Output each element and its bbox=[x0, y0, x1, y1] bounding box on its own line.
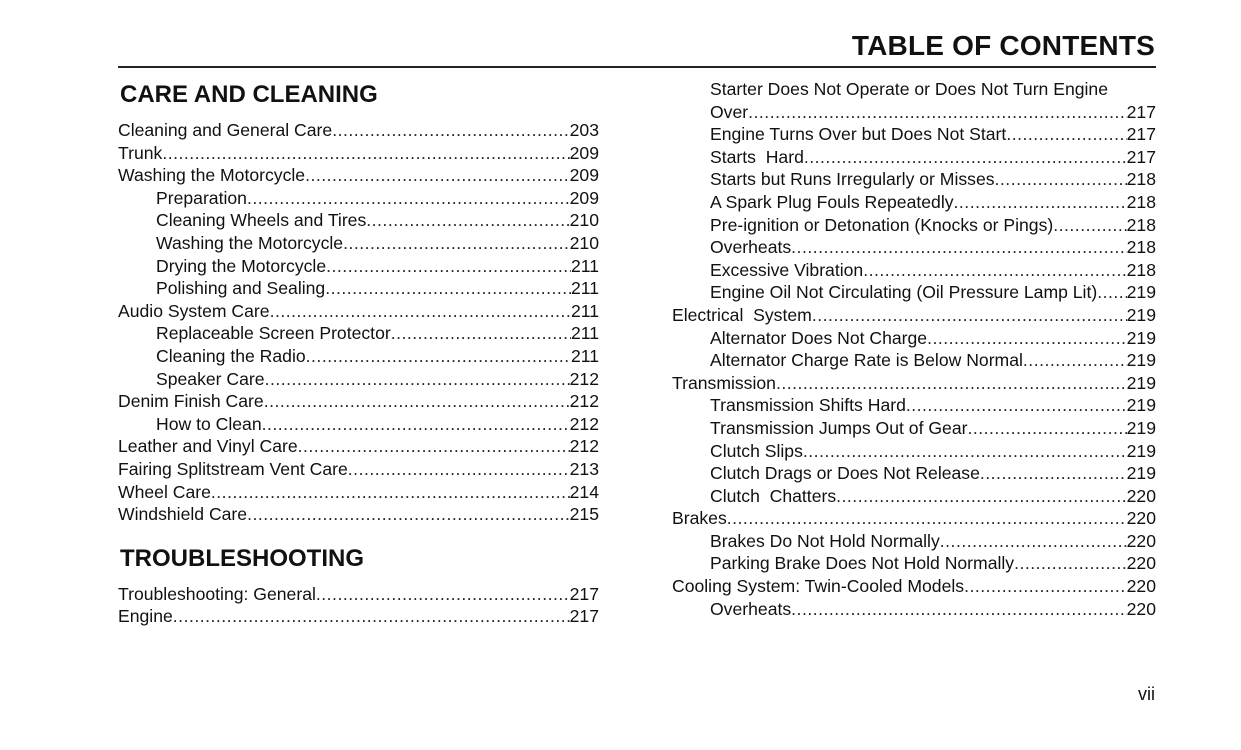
toc-subentry[interactable] bbox=[672, 552, 1156, 575]
toc-entry-page: 214 bbox=[569, 481, 599, 502]
toc-entry-page: 220 bbox=[1126, 485, 1156, 506]
dot-leader bbox=[265, 368, 570, 391]
toc-entry-title: Transmission bbox=[672, 372, 776, 393]
toc-entry-page: 219 bbox=[1126, 372, 1156, 393]
toc-subentry[interactable] bbox=[672, 123, 1156, 146]
toc-entry-page: 217 bbox=[569, 583, 599, 604]
dot-leader bbox=[1023, 349, 1127, 372]
dot-leader bbox=[1014, 552, 1127, 575]
toc-entry-page: 219 bbox=[1126, 350, 1156, 371]
toc-entry-title: Alternator Charge Rate is Below Normal bbox=[710, 350, 1023, 371]
toc-subentry[interactable] bbox=[672, 191, 1156, 214]
toc-entry-title: Pre-ignition or Detonation (Knocks or Pings) bbox=[710, 214, 1054, 235]
toc-entry[interactable] bbox=[118, 458, 599, 481]
toc-entry-title: Washing the Motorcycle bbox=[156, 232, 344, 253]
toc-entry[interactable] bbox=[118, 142, 599, 165]
toc-entry[interactable] bbox=[672, 304, 1156, 327]
dot-leader bbox=[173, 605, 570, 628]
toc-entry-page: 217 bbox=[1126, 146, 1156, 167]
toc-entry-page: 209 bbox=[569, 187, 599, 208]
toc-entry-title: Starts Hard bbox=[710, 146, 804, 167]
dot-leader bbox=[1006, 123, 1126, 146]
toc-entry[interactable] bbox=[672, 507, 1156, 530]
toc-entry-title: Engine Turns Over but Does Not Start bbox=[710, 124, 1007, 145]
toc-subentry[interactable] bbox=[672, 281, 1156, 304]
toc-subentry[interactable] bbox=[672, 440, 1156, 463]
toc-entry-page: 212 bbox=[569, 413, 599, 434]
toc-entry-title: Overheats bbox=[710, 598, 792, 619]
toc-entry-page: 210 bbox=[569, 232, 599, 253]
toc-entry-title: Fairing Splitstream Vent Care bbox=[118, 458, 348, 479]
toc-entry-page: 211 bbox=[570, 255, 599, 276]
toc-entry-page: 219 bbox=[1126, 417, 1156, 438]
toc-entry-title: Wheel Care bbox=[118, 481, 211, 502]
dot-leader bbox=[305, 164, 570, 187]
dot-leader bbox=[964, 575, 1127, 598]
toc-entry-page: 218 bbox=[1126, 237, 1156, 258]
dot-leader bbox=[247, 187, 570, 210]
toc-subentry[interactable] bbox=[672, 394, 1156, 417]
dot-leader bbox=[927, 327, 1127, 350]
dot-leader bbox=[1097, 281, 1126, 304]
toc-entry[interactable] bbox=[118, 503, 599, 526]
dot-leader bbox=[348, 458, 570, 481]
dot-leader bbox=[343, 232, 570, 255]
toc-subentry[interactable] bbox=[672, 259, 1156, 282]
toc-entry[interactable] bbox=[118, 583, 599, 606]
toc-entry-page: 218 bbox=[1126, 169, 1156, 190]
toc-entry-title: Audio System Care bbox=[118, 300, 270, 321]
toc-subentry[interactable] bbox=[672, 327, 1156, 350]
toc-entry-title: Starts but Runs Irregularly or Misses bbox=[710, 169, 995, 190]
toc-right-column bbox=[672, 78, 1156, 620]
toc-entry-title: Transmission Shifts Hard bbox=[710, 395, 906, 416]
toc-entry-title: Brakes bbox=[672, 508, 727, 529]
toc-entry-title: Engine bbox=[118, 606, 173, 627]
toc-entry[interactable] bbox=[672, 372, 1156, 395]
toc-entry-page: 219 bbox=[1126, 395, 1156, 416]
dot-leader bbox=[211, 481, 570, 504]
dot-leader bbox=[270, 300, 571, 323]
dot-leader bbox=[804, 146, 1127, 169]
dot-leader bbox=[954, 191, 1127, 214]
toc-entry-page: 218 bbox=[1126, 191, 1156, 212]
toc-subentry[interactable] bbox=[672, 214, 1156, 237]
toc-entry-title: Leather and Vinyl Care bbox=[118, 436, 298, 457]
toc-entry[interactable] bbox=[118, 481, 599, 504]
toc-entry-page: 219 bbox=[1126, 440, 1156, 461]
dot-leader bbox=[906, 394, 1127, 417]
toc-subentry[interactable] bbox=[118, 232, 599, 255]
toc-entry-title: Excessive Vibration bbox=[710, 259, 864, 280]
toc-entry-title: Cooling System: Twin-Cooled Models bbox=[672, 576, 965, 597]
toc-entry-title: Engine Oil Not Circulating (Oil Pressure Lamp Lit) bbox=[710, 282, 1098, 303]
toc-subentry-wrapped-line[interactable] bbox=[672, 78, 1156, 101]
toc-subentry[interactable] bbox=[672, 485, 1156, 508]
toc-entry-page: 217 bbox=[1126, 101, 1156, 122]
dot-leader bbox=[803, 440, 1127, 463]
dot-leader bbox=[791, 236, 1126, 259]
dot-leader bbox=[1053, 214, 1126, 237]
dot-leader bbox=[262, 413, 570, 436]
toc-entry-page: 211 bbox=[570, 323, 599, 344]
toc-entry-page: 220 bbox=[1126, 553, 1156, 574]
toc-subentry[interactable] bbox=[672, 530, 1156, 553]
toc-entry-page: 212 bbox=[569, 436, 599, 457]
toc-entry-title: Starter Does Not Operate or Does Not Turn Engine bbox=[710, 79, 1109, 99]
toc-entry-title: Clutch Drags or Does Not Release bbox=[710, 463, 980, 484]
toc-entry-page: 203 bbox=[569, 120, 599, 140]
toc-entry-title: Clutch Chatters bbox=[710, 485, 837, 506]
toc-subentry[interactable] bbox=[672, 417, 1156, 440]
toc-entry-page: 217 bbox=[1126, 124, 1156, 145]
dot-leader bbox=[316, 583, 570, 606]
toc-entry-title: Replaceable Screen Protector bbox=[156, 323, 391, 344]
toc-entry-page: 219 bbox=[1126, 463, 1156, 484]
toc-entry[interactable] bbox=[118, 390, 599, 413]
toc-entry-page: 211 bbox=[570, 300, 599, 321]
toc-entry-title: Over bbox=[710, 101, 749, 122]
section-heading-care: CARE AND CLEANING bbox=[120, 81, 378, 108]
toc-entry-page: 220 bbox=[1126, 530, 1156, 551]
toc-subentry[interactable] bbox=[672, 598, 1156, 621]
toc-entry-page: 219 bbox=[1126, 304, 1156, 325]
toc-entry-page: 209 bbox=[569, 165, 599, 186]
toc-entry-title: Windshield Care bbox=[118, 504, 248, 525]
toc-entry-page: 212 bbox=[569, 391, 599, 412]
toc-entry-title: Trunk bbox=[118, 142, 163, 163]
dot-leader bbox=[306, 345, 571, 368]
dot-leader bbox=[995, 168, 1127, 191]
toc-entry-title: Cleaning the Radio bbox=[156, 345, 306, 366]
page-number: vii bbox=[1138, 684, 1155, 704]
toc-entry-page: 220 bbox=[1126, 576, 1156, 597]
dot-leader bbox=[776, 372, 1127, 395]
toc-entry-page: 220 bbox=[1126, 508, 1156, 529]
dot-leader bbox=[791, 598, 1126, 621]
toc-subentry[interactable] bbox=[118, 209, 599, 232]
toc-entry-page: 217 bbox=[569, 606, 599, 627]
toc-entry-title: Cleaning Wheels and Tires bbox=[156, 210, 367, 231]
toc-entry-page: 219 bbox=[1126, 327, 1156, 348]
toc-subentry[interactable] bbox=[672, 349, 1156, 372]
dot-leader bbox=[332, 119, 569, 142]
toc-entry[interactable] bbox=[118, 605, 599, 628]
toc-entry-title: Alternator Does Not Charge bbox=[710, 327, 928, 348]
toc-entry-title: Troubleshooting: General bbox=[118, 583, 316, 604]
toc-entry-title: Overheats bbox=[710, 237, 792, 258]
toc-subentry[interactable] bbox=[118, 277, 599, 300]
toc-entry-title: Denim Finish Care bbox=[118, 391, 264, 412]
toc-entry-title: Speaker Care bbox=[156, 368, 265, 389]
toc-subentry[interactable] bbox=[672, 462, 1156, 485]
toc-subentry[interactable] bbox=[118, 322, 599, 345]
dot-leader bbox=[247, 503, 570, 526]
toc-entry-page: 211 bbox=[570, 345, 599, 366]
toc-entry[interactable] bbox=[118, 435, 599, 458]
toc-entry-title: Preparation bbox=[156, 187, 247, 208]
toc-entry-page: 219 bbox=[1126, 282, 1156, 303]
dot-leader bbox=[391, 322, 571, 345]
dot-leader bbox=[836, 485, 1127, 508]
page-title: TABLE OF CONTENTS bbox=[851, 30, 1155, 61]
dot-leader bbox=[812, 304, 1127, 327]
dot-leader bbox=[325, 277, 571, 300]
toc-entry-page: 211 bbox=[570, 278, 599, 299]
toc-entry-title: Transmission Jumps Out of Gear bbox=[710, 417, 968, 438]
toc-entry-title: Washing the Motorcycle bbox=[118, 165, 306, 186]
toc-entry-page: 218 bbox=[1126, 214, 1156, 235]
toc-entry-page: 215 bbox=[569, 504, 599, 525]
toc-subentry[interactable] bbox=[672, 101, 1156, 124]
title-rule bbox=[118, 66, 1156, 68]
dot-leader bbox=[162, 142, 569, 165]
toc-subentry[interactable] bbox=[672, 236, 1156, 259]
toc-entry-title: Brakes Do Not Hold Normally bbox=[710, 530, 940, 551]
toc-entry-page: 218 bbox=[1126, 259, 1156, 280]
toc-entry-page: 210 bbox=[569, 210, 599, 231]
toc-entry[interactable] bbox=[118, 300, 599, 323]
toc-entry-page: 220 bbox=[1126, 598, 1156, 619]
dot-leader bbox=[264, 390, 570, 413]
dot-leader bbox=[298, 435, 570, 458]
dot-leader bbox=[727, 507, 1127, 530]
toc-entry-page: 212 bbox=[569, 368, 599, 389]
dot-leader bbox=[863, 259, 1126, 282]
toc-subentry[interactable] bbox=[672, 146, 1156, 169]
toc-entry-title: Polishing and Sealing bbox=[156, 278, 326, 299]
toc-left-column bbox=[118, 78, 599, 628]
dot-leader bbox=[326, 255, 571, 278]
toc-entry-page: 209 bbox=[569, 142, 599, 163]
toc-entry[interactable] bbox=[118, 119, 599, 142]
dot-leader bbox=[366, 209, 569, 232]
toc-subentry[interactable] bbox=[118, 368, 599, 391]
toc-subentry[interactable] bbox=[118, 255, 599, 278]
dot-leader bbox=[980, 462, 1127, 485]
toc-subentry[interactable] bbox=[118, 345, 599, 368]
toc-entry-title: Clutch Slips bbox=[710, 440, 803, 461]
toc-entry-title: Electrical System bbox=[672, 304, 812, 325]
toc-subentry[interactable] bbox=[118, 187, 599, 210]
dot-leader bbox=[940, 530, 1127, 553]
toc-entry-title: Cleaning and General Care bbox=[118, 120, 333, 140]
dot-leader bbox=[967, 417, 1126, 440]
toc-subentry[interactable] bbox=[118, 413, 599, 436]
toc-entry-title: Parking Brake Does Not Hold Normally bbox=[710, 553, 1015, 574]
toc-entry[interactable] bbox=[118, 164, 599, 187]
dot-leader bbox=[748, 101, 1127, 124]
toc-entry-title: A Spark Plug Fouls Repeatedly bbox=[710, 191, 954, 212]
toc-entry-title: How to Clean bbox=[156, 413, 262, 434]
section-heading-troubleshooting: TROUBLESHOOTING bbox=[120, 544, 364, 572]
toc-subentry[interactable] bbox=[672, 168, 1156, 191]
toc-entry-page: 213 bbox=[569, 458, 599, 479]
toc-entry-title: Drying the Motorcycle bbox=[156, 255, 327, 276]
toc-entry[interactable] bbox=[672, 575, 1156, 598]
